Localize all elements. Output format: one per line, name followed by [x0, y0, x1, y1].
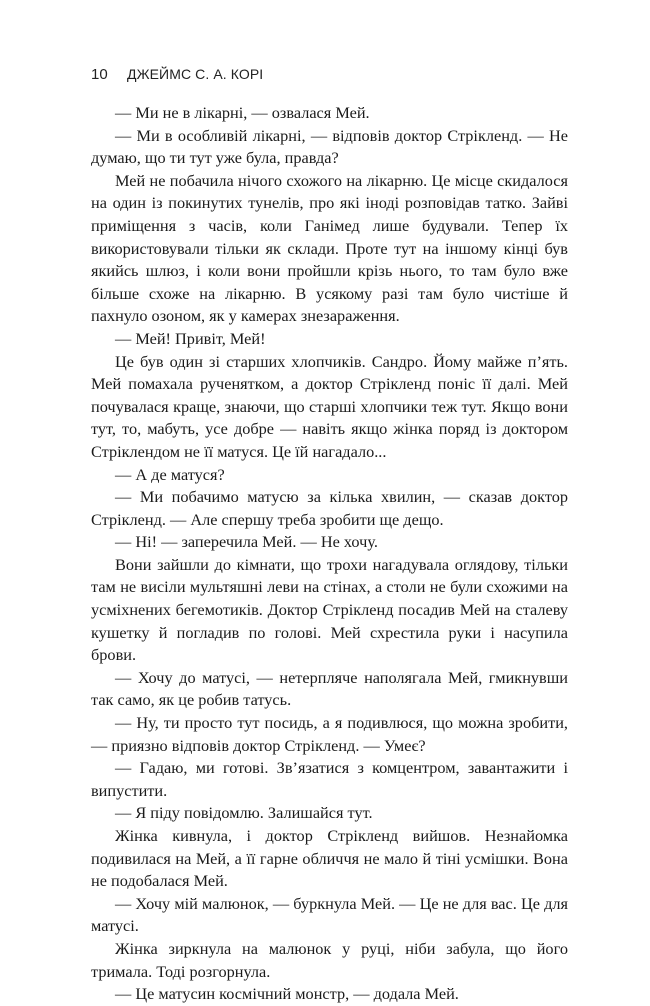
paragraph: — Ми побачимо матусю за кілька хвилин, — сказав доктор Стрікленд. — Але спершу треба зробити ще дещо. [91, 487, 568, 529]
body-text [91, 102, 568, 1006]
running-head [91, 65, 263, 84]
paragraph: — Ми не в лікарні, — озвалася Мей. [115, 103, 370, 122]
paragraph: Жінка кивнула, і доктор Стрікленд вийшов. Незнайомка подивилася на Мей, а її гарне обличчя не мало й тіні усмішки. Вона не подобалася Мей. [91, 826, 568, 891]
paragraph: — Я піду повідомлю. Залишайся тут. [115, 803, 373, 823]
paragraph: — Мей! Привіт, Мей! [115, 328, 266, 348]
paragraph: — Хочу мій малюнок, — буркнула Мей. — Це не для вас. Це для матусі. [91, 893, 568, 936]
page-number: 10 [91, 66, 108, 83]
paragraph: — Хочу до матусі, — нетерпляче наполягала Мей, гмикнувши так само, як це робив татусь. [91, 667, 568, 710]
book-author: ДЖЕЙМС С. А. КОРІ [127, 66, 264, 82]
paragraph: Це був один зі старших хлопчиків. Сандро. Йому майже п’ять. Мей помахала рученятком, а доктор Стрікленд поніс її далі. Мей почувалася краще, знаючи, що старші хлопчики теж тут. Якщо вони тут, то, мабуть, усе добре — навіть якщо жінка поряд із доктором Стріклендом не її матуся. Це їй нагадало... [91, 351, 568, 461]
paragraph: — Ми в особливій лікарні, — відповів доктор Стрікленд. — Не думаю, що ти тут уже була, правда? [91, 125, 568, 168]
paragraph: Вони зайшли до кімнати, що трохи нагадувала оглядову, тільки там не висіли мультяшні леви на стінах, а столи не були схожими на усміхнених бегемотиків. Доктор Стрікленд посадив Мей на сталеву кушетку й погладив по голові. Мей схрестила руки і насупила брови. [91, 554, 568, 665]
paragraph: — Гадаю, ми готові. Зв’язатися з комцентром, завантажити і випустити. [91, 758, 568, 800]
paragraph: — Ні! — заперечила Мей. — Не хочу. [115, 532, 378, 552]
paragraph: — А де матуся? [115, 464, 225, 484]
paragraph: Мей не побачила нічого схожого на лікарню. Це місце скидалося на один із покинутих тунелів, про які іноді розповідав татко. Зайві приміщення з часів, коли Ганімед лише будували. Тепер їх використовували тільки як склади. Проте тут на іншому кінці був якийсь шлюз, і коли вони пройшли крізь нього, то там було вже більше схоже на лікарню. В усякому разі там було чистіше й пахнуло озоном, як у камерах знезараження. [91, 170, 568, 326]
paragraph: Жінка зиркнула на малюнок у руці, ніби забула, що його тримала. Тоді розгорнула. [91, 938, 568, 981]
paragraph: — Це матусин космічний монстр, — додала Мей. [115, 984, 459, 1004]
paragraph: — Ну, ти просто тут посидь, а я подивлюся, що можна зробити, — приязно відповів доктор Стрікленд. — Умеє? [91, 713, 568, 755]
